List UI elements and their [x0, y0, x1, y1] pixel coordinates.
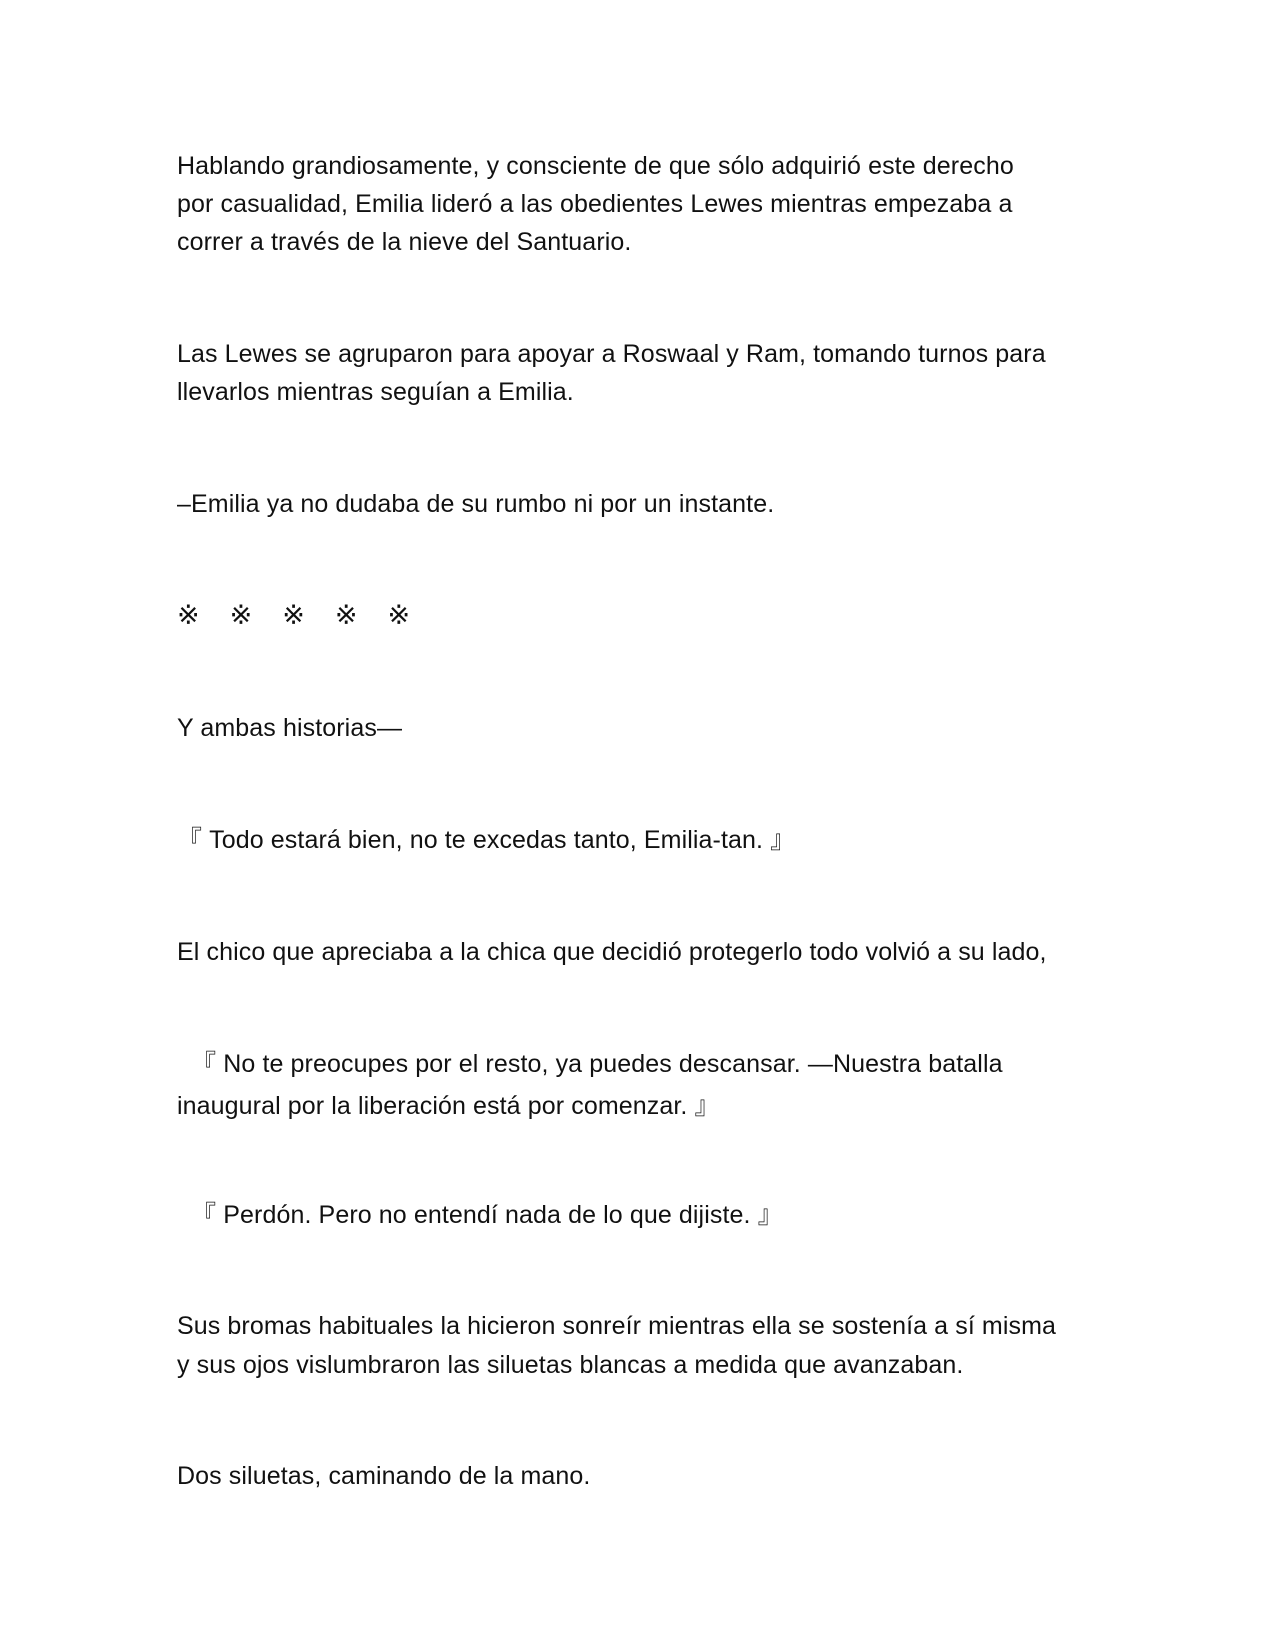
paragraph-11-line-1: Dos siluetas, caminando de la mano.	[177, 1462, 591, 1490]
paragraph-10-line-2: y sus ojos vislumbraron las siluetas blancas a medida que avanzaban.	[177, 1351, 964, 1379]
dialogue-3: 『 Perdón. Pero no entendí nada de lo que dijiste. 』	[177, 1201, 783, 1229]
scene-separator: ※ ※ ※ ※ ※	[177, 600, 411, 630]
paragraph-3-line-1: –Emilia ya no dudaba de su rumbo ni por un instante.	[177, 490, 775, 518]
paragraph-1-line-3: correr a través de la nieve del Santuario.	[177, 228, 632, 256]
paragraph-7-line-1: El chico que apreciaba a la chica que decidió protegerlo todo volvió a su lado,	[177, 938, 1047, 966]
paragraph-2-line-1: Las Lewes se agruparon para apoyar a Roswaal y Ram, tomando turnos para	[177, 340, 1046, 368]
dialogue-1: 『 Todo estará bien, no te excedas tanto, Emilia-tan. 』	[177, 826, 796, 854]
paragraph-1-line-1: Hablando grandiosamente, y consciente de que sólo adquirió este derecho	[177, 152, 1014, 180]
dialogue-2-line-1: 『 No te preocupes por el resto, ya puedes descansar. —Nuestra batalla	[177, 1050, 1003, 1078]
paragraph-10-line-1: Sus bromas habituales la hicieron sonreír mientras ella se sostenía a sí misma	[177, 1312, 1057, 1340]
paragraph-1-line-2: por casualidad, Emilia lideró a las obedientes Lewes mientras empezaba a	[177, 190, 1013, 218]
paragraph-5-line-1: Y ambas historias—	[177, 714, 403, 742]
dialogue-2-line-2: inaugural por la liberación está por comenzar. 』	[177, 1092, 720, 1120]
paragraph-2-line-2: llevarlos mientras seguían a Emilia.	[177, 378, 574, 406]
